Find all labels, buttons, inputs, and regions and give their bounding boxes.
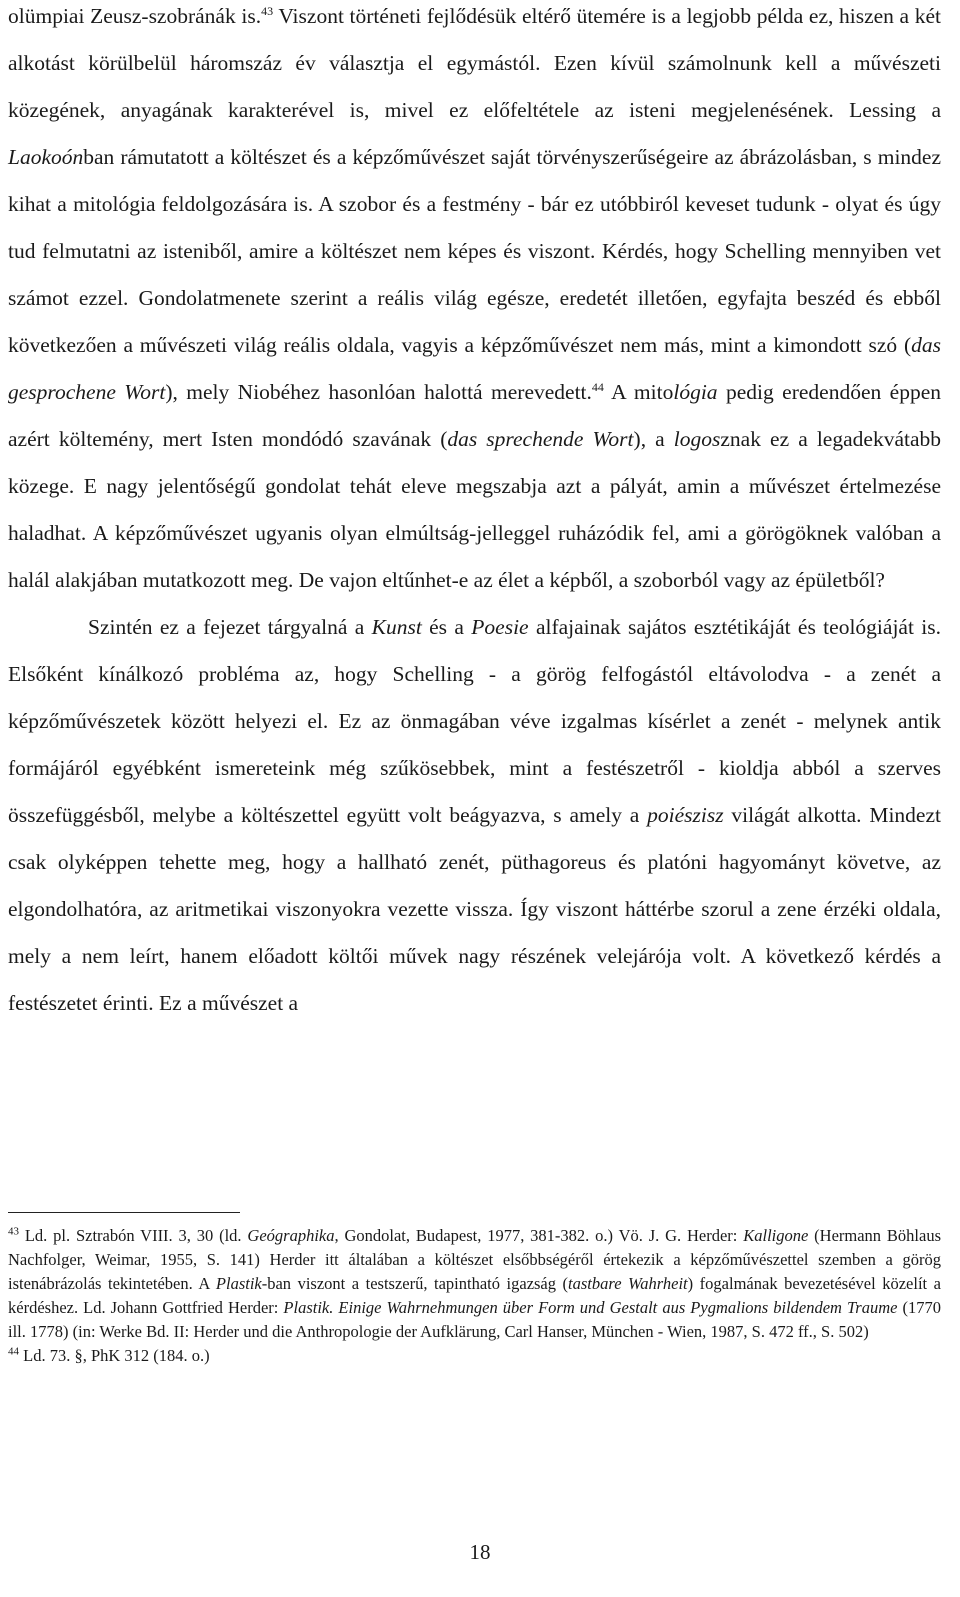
page-number: 18 [469,1540,491,1564]
document-page [8,0,941,1027]
footnote-44: $^{44}$ Ld. 73. §, PhK 312 (184. o.) [8,1345,210,1365]
footnote-divider [8,1212,240,1213]
paragraph: Szintén ez a fejezet tárgyalná a Kunst és a Poesie alfajainak sajátos esztétikáját és teológiáját is. Elsőként kínálkozó probléma az, hogy Schelling - a görög felfogástól eltávolodva - a zenét a képzőművészetek között helyezi el. Ez az önmagában véve izgalmas kísérlet a zenét - melynek antik formájáról egyébként ismereteink még szűkösebbek, mint a festészetről - kioldja abból a szerves összefüggésből, melybe a költészettel együtt volt beágyazva, s amely a poiészisz világát alkotta. Mindezt csak olyképpen tehette meg, hogy a hallható zenét, püthagoreus és platóni hagyományt követve, az elgondolhatóra, az aritmetikai viszonyokra vezette vissza. Így viszont háttérbe szorul a zene érzéki oldala, mely a nem leírt, hanem előadott költői művek nagy részének velejárója volt. A következő kérdés a festészetet érinti. Ez a művészet a [8,615,941,1015]
footnote-ref-43[interactable]: 43 [261,3,274,18]
body-text [8,0,941,1027]
footnotes [8,1224,941,1368]
footnote-43: $^{43}$ Ld. pl. Sztrabón VIII. 3, 30 (ld. Geógraphika, Gondolat, Budapest, 1977, 381-382. o.) Vö. J. G. Herder: Kalligone (Hermann Böhlaus Nachfolger, Weimar, 1955, S. 141) Herder itt általában a költészet elsőbbségéről értekezik a képzőművészettel szemben a görög istenábrázolás tekintetében. A Plastik-ban viszont a testszerű, tapintható igazság (tastbare Wahrheit) fogalmának bevezetésével közelít a kérdéshez. Ld. Johann Gottfried Herder: Plastik. Einige Wahrnehmungen über Form und Gestalt aus Pygmalions bildendem Traume (1770 ill. 1778) (in: Werke Bd. II: Herder und die Anthropologie der Aufklärung, Carl Hanser, München - Wien, 1987, S. 472 ff., S. 502) [8,1225,941,1341]
footnote-ref-44[interactable]: 44 [591,379,604,394]
paragraph: olümpiai Zeusz-szobránák is.$^{43}$ Viszont történeti fejlődésük eltérő ütemére is a legjobb példa ez, hiszen a két alkotást körülbelül háromszáz év választja el egymástól. Ezen kívül számolnunk kell a művészeti közegének, anyagának karakterével is, mivel ez előfeltétele az isteni megjelenésének. Lessing a Laokoónban rámutatott a költészet és a képzőművészet saját törvényszerűségeire az ábrázolásban, s mindez kihat a mitológia feldolgozására is. A szobor és a festmény - bár ez utóbbiról keveset tudunk - olyat és úgy tud felmutatni az isteniből, amire a költészet nem képes és viszont. Kérdés, hogy Schelling mennyiben vet számot ezzel. Gondolatmenete szerint a reális világ egésze, eredetét illetően, egyfajta beszéd és ebből következően a művészeti világ reális oldala, vagyis a képzőművészet nem más, mint a kimondott szó (das gesprochene Wort), mely Niobéhez hasonlóan halottá merevedett.$^{44}$ A mitológia pedig eredendően éppen azért költemény, mert Isten mondódó szavának (das sprechende Wort), a logosznak ez a legadekvátabb közege. E nagy jelentőségű gondolat tehát eleve megszabja azt a pályát, amin a művészet értelmezése haladhat. A képzőművészet ugyanis olyan elmúltság-jelleggel ruházódik fel, ami a görögöknek valóban a halál alakjában mutatkozott meg. De vajon eltűnhet-e az élet a képből, a szoborból vagy az épületből? [8,3,942,592]
